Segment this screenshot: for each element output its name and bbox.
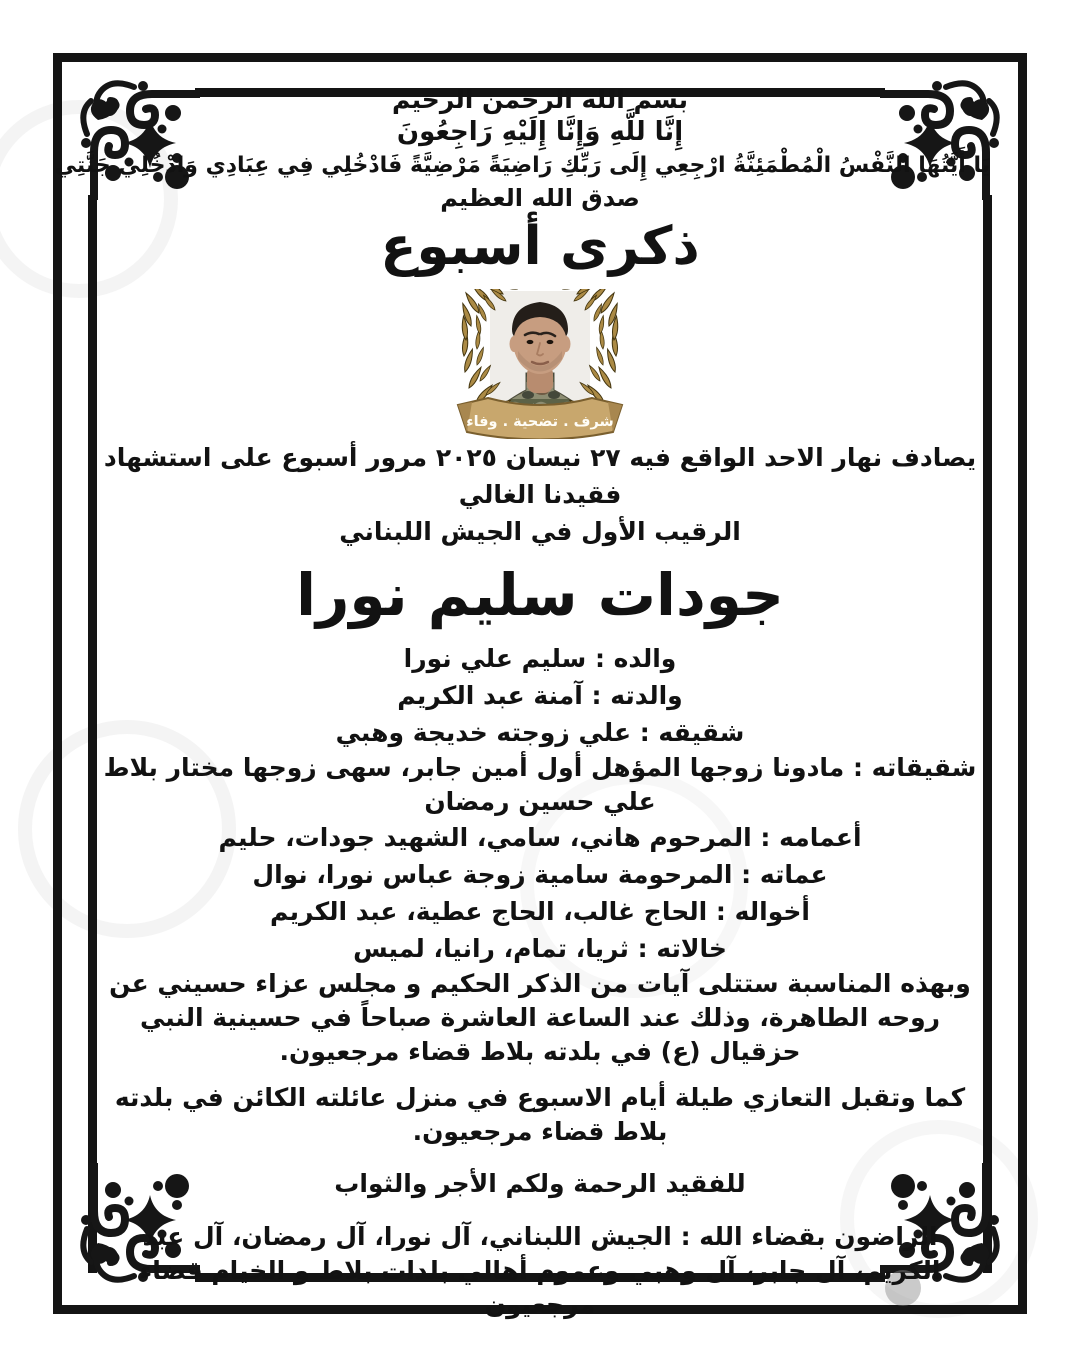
- announcement-body: [54, 84, 990, 1322]
- motto-banner-text: شرف . تضحية . وفاء: [466, 414, 614, 430]
- mercy-line: للفقيد الرحمة ولكم الأجر والثواب: [334, 1169, 746, 1198]
- maternal-uncles-line: أخواله : الحاج غالب، الحاج عطية، عبد الكريم: [270, 897, 810, 926]
- sadaqallah-line: صدق الله العظيم: [440, 184, 640, 212]
- memorial-session-paragraph: وبهذه المناسبة ستتلى آيات من الذكر الحكيم و مجلس عزاء حسيني عن روحه الطاهرة، وذلك عند الساعة العاشرة صباحاً في حسينية النبي حزقيال (ع) في بلدته بلاط قضاء مرجعيون.: [109, 969, 971, 1066]
- istirja-line: إِنَّا للَّهِ وَإِنَّا إِلَيْهِ رَاجِعُونَ: [396, 117, 684, 147]
- brother-line: شقيقه : علي زوجته خديجة وهبي: [335, 718, 745, 747]
- bismillah-line: بسم الله الرحمن الرحيم: [392, 85, 688, 114]
- condolences-paragraph: كما وتقبل التعازي طيلة أيام الاسبوع في منزل عائلته الكائن في بلدته بلاط قضاء مرجعيون.: [114, 1083, 966, 1146]
- paternal-aunts-line: عماته : المرحومة سامية زوجة عباس نورا، نوال: [252, 860, 828, 889]
- deceased-name: جودات سليم نورا: [296, 561, 784, 629]
- martyr-photo: [90, 289, 990, 439]
- mother-line: والدته : آمنة عبد الكريم: [397, 681, 683, 710]
- sisters-line: شقيقاته : مادونا زوجها المؤهل أول أمين جابر، سهى زوجها مختار بلاط علي حسين رمضان: [103, 753, 977, 816]
- paternal-uncles-line: أعمامه : المرحوم هاني، سامي، الشهيد جودات، حليم: [218, 823, 862, 852]
- rank-line: الرقيب الأول في الجيش اللبناني: [339, 517, 741, 546]
- quran-verse-line: يَا أَيَّتُهَا النَّفْسُ الْمُطْمَئِنَّةُ ارْجِعِي إِلَى رَبِّكِ رَاضِيَةً مَرْضِيَّةً فَادْخُلِي فِي عِبَادِي وَادْخُلِي جَنَّتِي: [54, 153, 990, 178]
- occasion-line: يصادف نهار الاحد الواقع فيه ٢٧ نيسان ٢٠٢٥ مرور أسبوع على استشهاد فقيدنا الغالي: [103, 443, 977, 509]
- laurel-wreath-portrait: [430, 289, 650, 439]
- maternal-aunts-line: خالاته : ثريا، تمام، رانيا، لميس: [353, 934, 727, 963]
- motto-banner: [458, 398, 622, 439]
- father-line: والده : سليم علي نورا: [403, 644, 677, 673]
- memorial-title: ذكرى أسبوع: [380, 216, 700, 277]
- accepting-fate-paragraph: الراضون بقضاء الله : الجيش اللبناني، آل نورا، آل رمضان، آل عبد الكريم، آل جابر، آل وهبي وعموم أهالي بلدات بلاط و الخيام قضاء مرجعيون: [139, 1222, 941, 1319]
